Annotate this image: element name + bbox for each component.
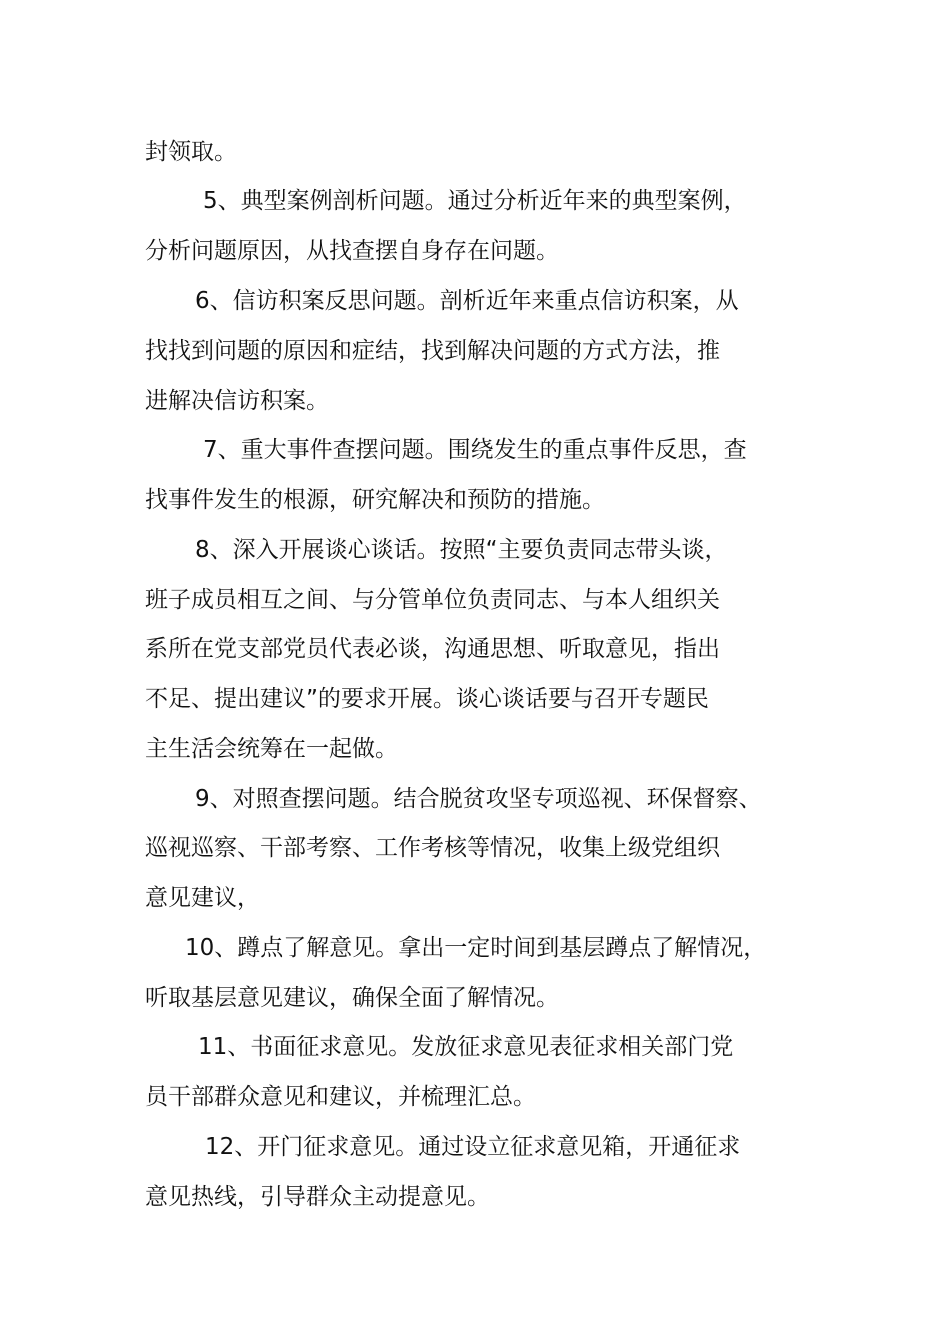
item-6-text-line: 6、信访积案反思问题。剖析近年来重点信访积案，从 [195,288,739,314]
text-line: 找找到问题的原因和症结，找到解决问题的方式方法，推 [145,338,720,364]
item-10-text-line: 10、蹲点了解意见。拿出一定时间到基层蹲点了解情况， [185,935,767,961]
text-line: 系所在党支部党员代表必谈，沟通思想、听取意见，指出 [145,636,720,662]
text-line: 意见建议， [145,885,260,911]
text-line: 听取基层意见建议，确保全面了解情况。 [145,985,559,1011]
text-line: 班子成员相互之间、与分管单位负责同志、与本人组织关 [145,587,720,613]
item-5-text-line: 5、典型案例剖析问题。通过分析近年来的典型案例， [203,188,747,214]
item-8-text-line: 8、深入开展谈心谈话。按照“主要负责同志带头谈， [195,537,728,563]
item-12-text-line: 12、开门征求意见。通过设立征求意见箱，开通征求 [205,1134,741,1160]
item-7-text-line: 7、重大事件查摆问题。围绕发生的重点事件反思，查 [203,437,747,463]
item-9-text-line: 9、对照查摆问题。结合脱贫攻坚专项巡视、环保督察、 [195,786,762,812]
text-line: 员干部群众意见和建议，并梳理汇总。 [145,1084,536,1110]
text-line: 分析问题原因，从找查摆自身存在问题。 [145,238,559,264]
text-line: 进解决信访积案。 [145,388,329,414]
text-line: 找事件发生的根源，研究解决和预防的措施。 [145,487,605,513]
text-line: 巡视巡察、干部考察、工作考核等情况，收集上级党组织 [145,835,720,861]
text-line: 封领取。 [145,139,237,165]
item-11-text-line: 11、书面征求意见。发放征求意见表征求相关部门党 [198,1034,734,1060]
text-line: 不足、提出建议”的要求开展。谈心谈话要与召开专题民 [145,686,709,712]
text-line: 主生活会统筹在一起做。 [145,736,398,762]
text-line: 意见热线，引导群众主动提意见。 [145,1184,490,1210]
